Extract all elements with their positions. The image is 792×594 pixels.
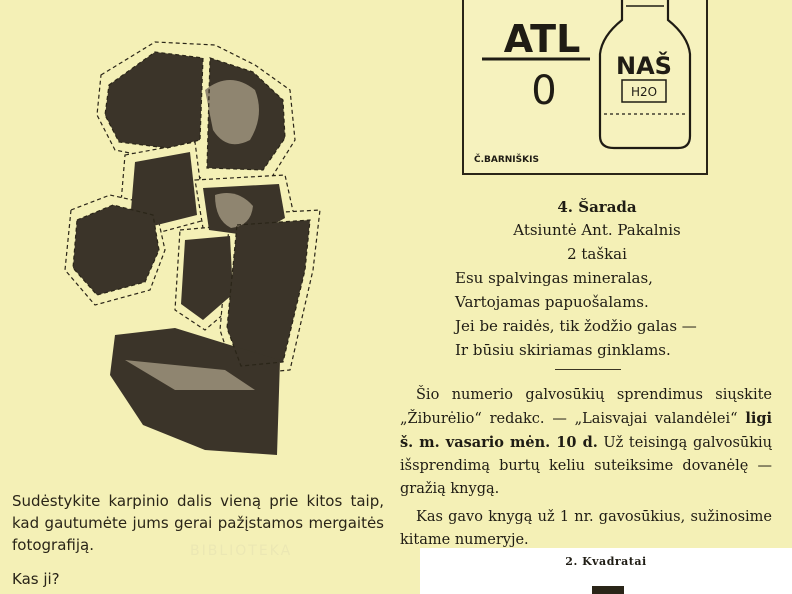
puzzle-instructions <box>12 490 384 590</box>
poem-line: Jei be raidės, tik žodžio galas — <box>455 317 697 335</box>
charade-poem <box>455 266 775 362</box>
artist-signature: Č.BARNIŠKIS <box>474 155 539 165</box>
instruction-text: Sudėstykite karpinio dalis vieną prie kitos taip, kad gautumėte jums gerai pažįstamos mergaitės fotografiją. <box>12 492 384 554</box>
panel-title: 2. Kvadratai <box>565 555 647 568</box>
bottle-icon <box>600 0 690 148</box>
library-watermark: BIBLIOTEKA <box>190 543 293 559</box>
question-text: Kas ji? <box>12 570 60 588</box>
scissors-cutout-icon <box>55 30 355 460</box>
grid-fragment <box>592 586 624 594</box>
rebus-denominator: 0 <box>531 68 557 114</box>
charade-sender: Atsiuntė Ant. Pakalnis <box>513 221 681 239</box>
section-divider <box>555 369 621 370</box>
winners-paragraph: Kas gavo knygą už 1 nr. gavosūkius, sužinosime kitame numeryje. <box>400 509 772 548</box>
submission-text-end: Už teisingą galvosūkių išsprendimą burtų keliu suteiksime dovanėlę — gražią knygą. <box>400 435 772 497</box>
photo-puzzle-pieces <box>55 30 355 460</box>
charade-points: 2 taškai <box>567 245 627 263</box>
poem-line: Vartojamas papuošalams. <box>455 293 649 311</box>
submission-info <box>400 384 772 552</box>
rebus-box <box>462 0 708 175</box>
charade-title: 4. Šarada <box>557 198 637 216</box>
poem-line: Ir būsiu skiriamas ginklams. <box>455 341 671 359</box>
submission-paragraph <box>400 384 772 501</box>
deadline-text: ligi š. m. vasario mėn. 10 d. <box>400 410 772 451</box>
charade-section <box>405 196 775 362</box>
next-puzzle-panel <box>420 548 792 594</box>
bottle-label: NAŠ <box>616 52 672 80</box>
submission-text-start: Šio numerio galvosūkių sprendimus siųskite „Žiburėlio“ redakc. — „Laisvajai valandėlei“ <box>400 387 772 427</box>
bottle-sublabel: H2O <box>630 85 658 99</box>
poem-line: Esu spalvingas mineralas, <box>455 269 653 287</box>
rebus-illustration <box>464 0 706 173</box>
rebus-numerator: ATL <box>503 17 581 61</box>
